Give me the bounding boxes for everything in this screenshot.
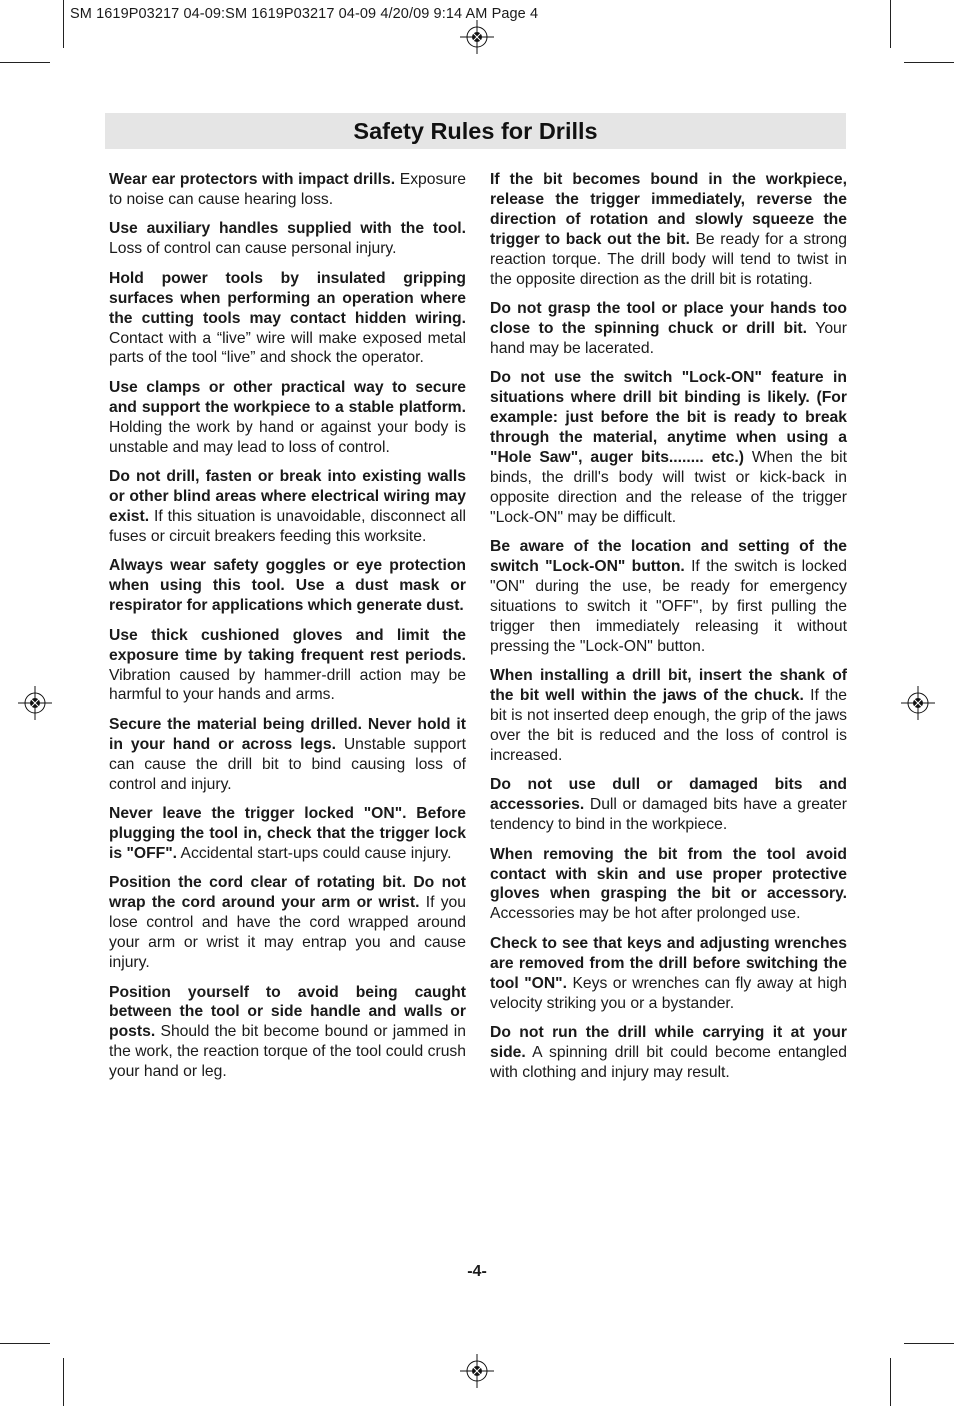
- crop-mark: [0, 62, 50, 63]
- page-title: Safety Rules for Drills: [353, 117, 598, 144]
- rule-text: A spinning drill bit could become entangled with clothing and injury may result.: [490, 1044, 847, 1081]
- crop-mark: [890, 0, 891, 48]
- rule-text: If you lose control and have the cord wrapped around your arm or wrist it may entrap you and cause injury.: [109, 894, 466, 972]
- crop-mark: [904, 62, 954, 63]
- rule-heading: Use auxiliary handles supplied with the tool.: [109, 220, 466, 238]
- page-number: -4-: [467, 1263, 487, 1280]
- rule-text: Contact with a “live” wire will make exposed metal parts of the tool “live” and shock the operator.: [109, 329, 466, 367]
- rule-heading: Do not grasp the tool or place your hands too close to the spinning chuck or drill bit.: [490, 300, 847, 337]
- rule-text: Accidental start-ups could cause injury.: [180, 844, 452, 862]
- rule-text: Keys or wrenches can fly away at high velocity striking you or a bystander.: [490, 974, 848, 1012]
- rule-heading: Never leave the trigger locked "ON". Before plugging the tool in, check that the trigger lock is "OFF".: [109, 805, 466, 862]
- safety-rule: [109, 269, 466, 369]
- rule-heading: Do not use dull or damaged bits and accessories.: [490, 776, 847, 814]
- safety-rule: [490, 934, 847, 1014]
- safety-rule: [109, 715, 466, 795]
- safety-rule: [109, 170, 466, 210]
- crop-mark: [63, 0, 64, 48]
- safety-rule: [109, 378, 466, 458]
- rule-text: If this situation is unavoidable, disconnect all fuses or circuit breakers feeding this worksite.: [109, 507, 467, 545]
- safety-rule: [109, 219, 466, 259]
- rule-heading: If the bit becomes bound in the workpiece, release the trigger immediately, reverse the direction of rotation and slowly squeeze the trigger to back out the bit.: [490, 171, 847, 248]
- title-bar: [105, 113, 846, 149]
- safety-rule: [490, 170, 847, 289]
- rule-heading: Hold power tools by insulated gripping surfaces when performing an operation where the cutting tools may contact hidden wiring.: [109, 269, 466, 327]
- rule-heading: Use thick cushioned gloves and limit the exposure time by taking frequent rest periods.: [109, 626, 466, 664]
- safety-rule: [109, 804, 466, 864]
- rule-heading: Do not run the drill while carrying it at your side.: [490, 1024, 847, 1061]
- rule-heading: Be aware of the location and setting of the switch "Lock-ON" button.: [490, 538, 847, 576]
- rule-heading: Secure the material being drilled. Never hold it in your hand or across legs.: [109, 715, 466, 753]
- rule-text: When the bit binds, the drill's body will twist or kick-back in opposite direction and the release of the trigger "Lock-ON" may be difficult.: [490, 448, 848, 526]
- rule-text: Your hand may be lacerated.: [490, 319, 847, 357]
- registration-mark-icon: [901, 686, 935, 720]
- crop-mark: [890, 1358, 891, 1406]
- safety-rule: [490, 775, 847, 835]
- rule-heading: Check to see that keys and adjusting wrenches are removed from the drill before switching the tool "ON".: [490, 934, 847, 992]
- rule-text: Accessories may be hot after prolonged use.: [490, 905, 801, 923]
- safety-rule: [490, 299, 847, 359]
- safety-rule: [490, 1023, 847, 1083]
- safety-rule: [109, 467, 466, 547]
- rule-text: Loss of control can cause personal injury.: [109, 240, 397, 258]
- rule-text: Should the bit become bound or jammed in the work, the reaction torque of the tool could crush your hand or leg.: [109, 1023, 467, 1081]
- slug-line: SM 1619P03217 04-09:SM 1619P03217 04-09 4/20/09 9:14 AM Page 4: [70, 6, 539, 22]
- rule-heading: Position yourself to avoid being caught between the tool or side handle and walls or posts.: [109, 983, 466, 1041]
- crop-mark: [63, 1358, 64, 1406]
- rule-heading: Always wear safety goggles or eye protection when using this tool. Use a dust mask or respirator for applications which generate dust.: [109, 557, 466, 615]
- registration-mark-icon: [18, 686, 52, 720]
- rule-text: If the switch is locked "ON" during the use, be ready for emergency situations to switch it "OFF", by first pulling the trigger then immediately releasing it without pressing the "Lock-ON" button.: [490, 558, 848, 655]
- left-column: [109, 170, 466, 1092]
- rule-heading: Position the cord clear of rotating bit. Do not wrap the cord around your arm or wrist.: [109, 874, 466, 912]
- right-column: [490, 170, 847, 1092]
- crop-mark: [0, 1343, 50, 1344]
- rule-text: If the bit is not inserted deep enough, the grip of the jaws over the bit is reduced and the loss of control is increased.: [490, 687, 848, 764]
- rule-heading: When installing a drill bit, insert the shank of the bit well within the jaws of the chuck.: [490, 667, 847, 705]
- registration-mark-icon: [460, 20, 494, 54]
- rule-text: Exposure to noise can cause hearing loss.: [109, 171, 467, 208]
- safety-rule: [490, 666, 847, 766]
- rule-text: Holding the work by hand or against your body is unstable and may lead to loss of control.: [109, 418, 466, 456]
- rule-heading: Wear ear protectors with impact drills.: [109, 171, 396, 188]
- safety-rule: [109, 983, 466, 1083]
- safety-rule: [109, 556, 466, 616]
- safety-rule: [490, 368, 847, 527]
- rule-heading: When removing the bit from the tool avoid contact with skin and use proper protective gloves when grasping the bit or accessory.: [490, 845, 847, 903]
- crop-mark: [904, 1343, 954, 1344]
- rule-heading: Use clamps or other practical way to secure and support the workpiece to a stable platform.: [109, 378, 466, 416]
- rule-text: Vibration caused by hammer-drill action may be harmful to your hands and arms.: [109, 666, 466, 704]
- safety-rule: [490, 537, 847, 656]
- rule-text: Unstable support can cause the drill bit to bind causing loss of control and injury.: [109, 735, 466, 793]
- safety-rule: [490, 845, 847, 925]
- rule-text: Be ready for a strong reaction torque. The drill body will tend to twist in the opposite direction as the drill bit is rotating.: [490, 230, 847, 288]
- rule-heading: Do not use the switch "Lock-ON" feature in situations where drill bit binding is likely. (For example: just before the bit is ready to break through the material, anytime when using a "Hole Saw", auger bits........ etc.): [490, 369, 847, 466]
- registration-mark-icon: [460, 1354, 494, 1388]
- safety-rule: [109, 626, 466, 706]
- safety-rule: [109, 873, 466, 973]
- rule-heading: Do not drill, fasten or break into existing walls or other blind areas where electrical wiring may exist.: [109, 468, 466, 525]
- rule-text: Dull or damaged bits have a greater tendency to bind in the workpiece.: [490, 796, 847, 834]
